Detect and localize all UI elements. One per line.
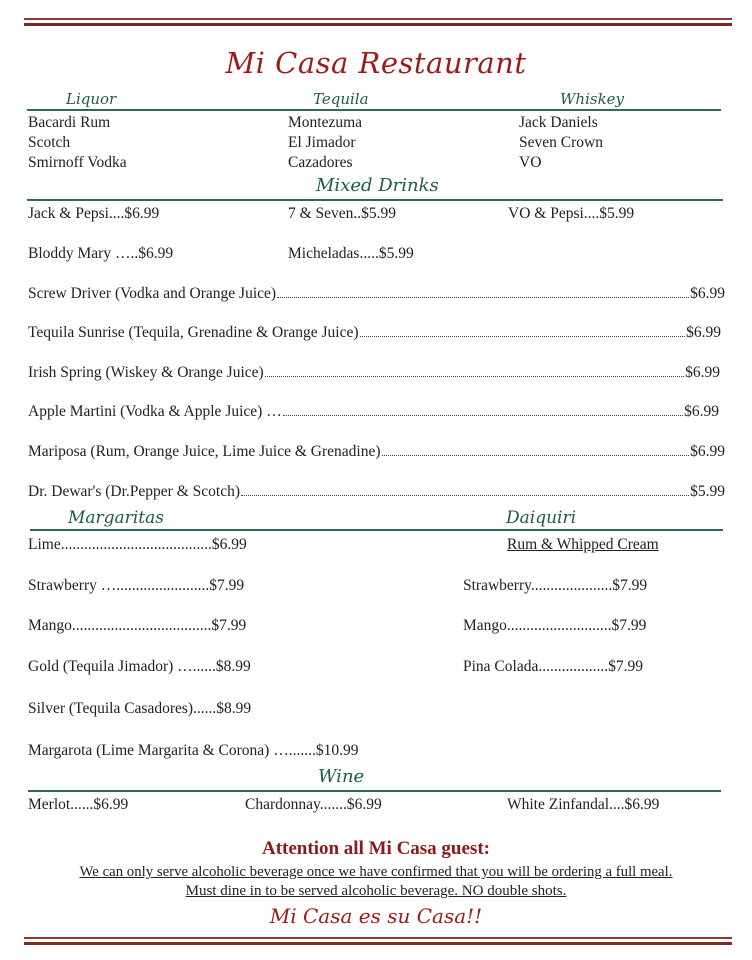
drink-price: $6.99 [685, 364, 720, 381]
heading-mixed-drinks: Mixed Drinks [316, 175, 439, 196]
spirits-divider [27, 109, 721, 111]
heading-daiquiri: Daiquiri [506, 508, 577, 528]
mixed-drink-row [28, 364, 720, 382]
wine-item: Chardonnay.......$6.99 [245, 796, 382, 813]
heading-tequila: Tequila [313, 90, 369, 108]
mixed-drink-row [28, 403, 719, 421]
daiquiri-item: Pina Colada..................$7.99 [463, 658, 643, 675]
margarita-item: Mango....................................$7.99 [28, 617, 247, 634]
notice-line-2: Must dine in to be served alcoholic beverage. NO double shots. [185, 883, 567, 899]
margarita-item: Margarota (Lime Margarita & Corona) ….......$10.99 [28, 742, 359, 759]
notice-line-1: We can only serve alcoholic beverage once we have confirmed that you will be ordering a full meal. [79, 864, 673, 880]
whiskey-item: Seven Crown [519, 134, 603, 151]
top-divider [24, 18, 732, 26]
tequila-item: Cazadores [288, 154, 353, 171]
mixed-drink-row [28, 285, 725, 303]
margaritas-divider [30, 529, 723, 531]
attention-heading: Attention all Mi Casa guest: [262, 838, 490, 859]
tequila-item: Montezuma [288, 114, 363, 131]
dot-leader [382, 454, 690, 456]
restaurant-title: Mi Casa Restaurant [225, 46, 527, 80]
mixed-drink-item: VO & Pepsi....$5.99 [508, 205, 635, 222]
mixed-drink-row [28, 324, 721, 342]
margarita-item: Gold (Tequila Jimador) …......$8.99 [28, 658, 251, 675]
drink-price: $5.99 [690, 483, 725, 500]
mixed-drink-item: Micheladas.....$5.99 [288, 245, 414, 262]
dot-leader [360, 335, 686, 337]
dot-leader [283, 414, 683, 416]
mixed-drink-item: 7 & Seven..$5.99 [288, 205, 397, 222]
drink-name: Tequila Sunrise (Tequila, Grenadine & Orange Juice) [28, 324, 359, 341]
wine-item: Merlot......$6.99 [28, 796, 129, 813]
mixed-drinks-divider [27, 199, 723, 201]
dot-leader [277, 296, 689, 298]
liquor-item: Bacardi Rum [28, 114, 111, 131]
drink-name: Irish Spring (Wiskey & Orange Juice) [28, 364, 264, 381]
tequila-item: El Jimador [288, 134, 356, 151]
whiskey-item: VO [519, 154, 542, 171]
heading-wine: Wine [318, 766, 365, 787]
drink-price: $6.99 [684, 403, 719, 420]
drink-name: Mariposa (Rum, Orange Juice, Lime Juice & Grenadine) [28, 443, 381, 460]
margarita-item: Strawberry …........................$7.99 [28, 577, 245, 594]
mixed-drink-item: Bloddy Mary …..$6.99 [28, 245, 174, 262]
heading-whiskey: Whiskey [560, 90, 625, 108]
dot-leader [265, 375, 684, 377]
drink-name: Apple Martini (Vodka & Apple Juice) … [28, 403, 282, 420]
margarita-item: Silver (Tequila Casadores)......$8.99 [28, 700, 252, 717]
daiquiri-item: Strawberry.....................$7.99 [463, 577, 648, 594]
drink-price: $6.99 [690, 443, 725, 460]
bottom-divider [24, 937, 732, 945]
whiskey-item: Jack Daniels [519, 114, 598, 131]
liquor-item: Scotch [28, 134, 71, 151]
daiquiri-item: Mango...........................$7.99 [463, 617, 647, 634]
mixed-drink-item: Jack & Pepsi....$6.99 [28, 205, 160, 222]
drink-name: Dr. Dewar's (Dr.Pepper & Scotch) [28, 483, 240, 500]
daiquiri-subtitle: Rum & Whipped Cream [507, 536, 659, 553]
mixed-drink-row [28, 443, 725, 461]
liquor-item: Smirnoff Vodka [28, 154, 127, 171]
wine-item: White Zinfandal....$6.99 [507, 796, 660, 813]
drink-price: $6.99 [686, 324, 721, 341]
heading-liquor: Liquor [66, 90, 117, 108]
slogan: Mi Casa es su Casa!! [269, 904, 483, 928]
heading-margaritas: Margaritas [68, 508, 164, 528]
wine-divider [28, 790, 721, 792]
drink-name: Screw Driver (Vodka and Orange Juice) [28, 285, 277, 302]
drink-price: $6.99 [690, 285, 725, 302]
mixed-drink-row [28, 483, 725, 501]
margarita-item: Lime.......................................$6.99 [28, 536, 247, 553]
dot-leader [241, 494, 689, 496]
